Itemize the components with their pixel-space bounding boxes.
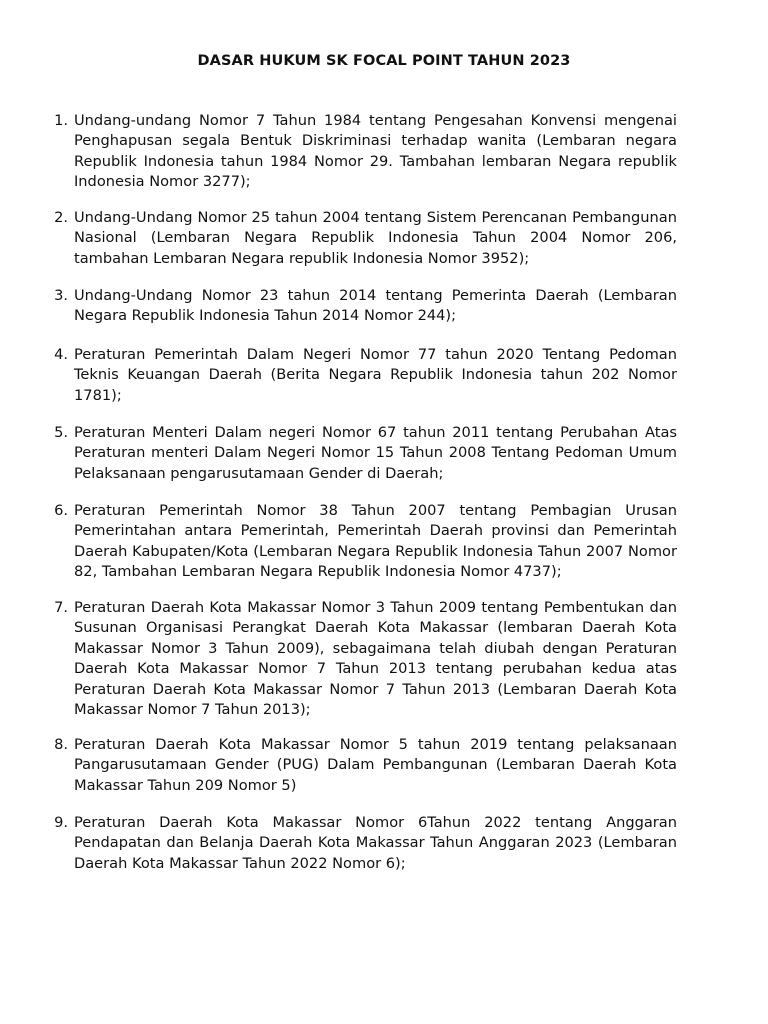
list-item-5 — [46, 423, 677, 484]
list-item-number: 9. — [54, 814, 68, 831]
list-item-number: 8. — [54, 736, 68, 753]
list-item-text: Peraturan Pemerintah Nomor 38 Tahun 2007 tentang Pembagian Urusan Pemerintahan antara Pemerintah, Pemerintah Daerah provinsi dan Pemerintah Daerah Kabupaten/Kota (Lembaran Negara Republik Indonesia Tahun 2007 Nomor 82, Tambahan Lembaran Negara Republik Indonesia Nomor 4737); — [74, 502, 677, 581]
list-item-8 — [46, 735, 677, 796]
list-item-number: 1. — [54, 112, 68, 129]
list-item-number: 7. — [54, 599, 68, 616]
list-item-9 — [46, 813, 677, 874]
document-title: DASAR HUKUM SK FOCAL POINT TAHUN 2023 — [197, 53, 571, 69]
list-item-number: 6. — [54, 502, 68, 519]
list-item-2 — [46, 208, 677, 269]
list-item-text: Undang-undang Nomor 7 Tahun 1984 tentang Pengesahan Konvensi mengenai Penghapusan segala Bentuk Diskriminasi terhadap wanita (Lembaran negara Republik Indonesia tahun 1984 Nomor 29. Tambahan lembaran Negara republik Indonesia Nomor 3277); — [74, 112, 677, 191]
list-item-text: Peraturan Daerah Kota Makassar Nomor 6Tahun 2022 tentang Anggaran Pendapatan dan Belanja Daerah Kota Makassar Tahun Anggaran 2023 (Lembaran Daerah Kota Makassar Tahun 2022 Nomor 6); — [74, 814, 677, 872]
list-item-1 — [46, 111, 677, 193]
list-item-text: Peraturan Pemerintah Dalam Negeri Nomor 77 tahun 2020 Tentang Pedoman Teknis Keuangan Daerah (Berita Negara Republik Indonesia tahun 202 Nomor 1781); — [74, 346, 677, 404]
list-item-6 — [46, 501, 677, 583]
list-item-text: Undang-Undang Nomor 23 tahun 2014 tentang Pemerinta Daerah (Lembaran Negara Republik Indonesia Tahun 2014 Nomor 244); — [74, 287, 677, 325]
list-item-3 — [46, 286, 677, 327]
list-item-text: Peraturan Daerah Kota Makassar Nomor 5 tahun 2019 tentang pelaksanaan Pangarusutamaan Gender (PUG) Dalam Pembangunan (Lembaran Daerah Kota Makassar Tahun 209 Nomor 5) — [74, 736, 677, 794]
list-item-text: Undang-Undang Nomor 25 tahun 2004 tentang Sistem Perencanan Pembangunan Nasional (Lembaran Negara Republik Indonesia Tahun 2004 Nomor 206, tambahan Lembaran Negara republik Indonesia Nomor 3952); — [74, 209, 677, 267]
list-item-4 — [46, 345, 677, 406]
list-item-text: Peraturan Menteri Dalam negeri Nomor 67 tahun 2011 tentang Perubahan Atas Peraturan menteri Dalam Negeri Nomor 15 Tahun 2008 Tentang Pedoman Umum Pelaksanaan pengarusutamaan Gender di Daerah; — [74, 424, 677, 482]
list-item-7 — [46, 598, 677, 720]
list-item-number: 5. — [54, 424, 68, 441]
list-item-text: Peraturan Daerah Kota Makassar Nomor 3 Tahun 2009 tentang Pembentukan dan Susunan Organisasi Perangkat Daerah Kota Makassar (lembaran Daerah Kota Makassar Nomor 3 Tahun 2009), sebagaimana telah diubah dengan Peraturan Daerah Kota Makassar Nomor 7 Tahun 2013 tentang perubahan kedua atas Peraturan Daerah Kota Makassar Nomor 7 Tahun 2013 (Lembaran Daerah Kota Makassar Nomor 7 Tahun 2013); — [74, 599, 677, 719]
list-item-number: 2. — [54, 209, 68, 226]
list-item-number: 3. — [54, 287, 68, 304]
list-item-number: 4. — [54, 346, 68, 363]
